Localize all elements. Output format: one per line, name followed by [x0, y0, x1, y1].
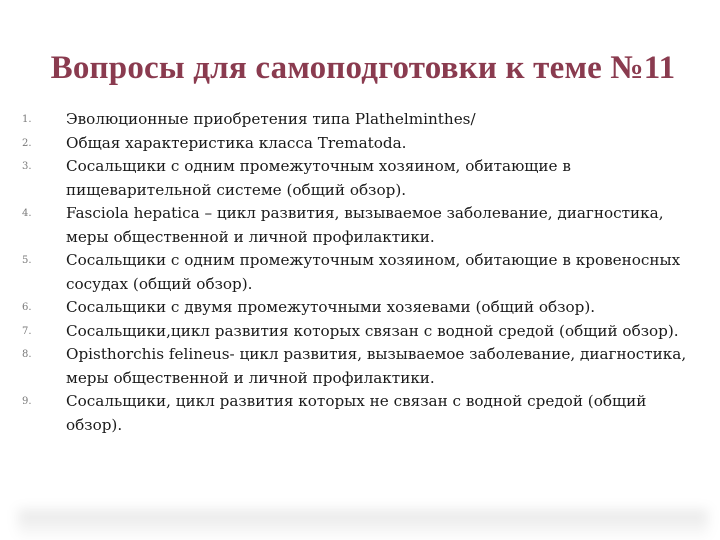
- list-item-number: 8.: [22, 349, 32, 360]
- list-item-text: Сосальщики с одним промежуточным хозяином, обитающие в пищеварительной системе (общий обзор).: [66, 157, 571, 199]
- slide-shadow: [18, 510, 708, 540]
- list-item-text: Общая характеристика класса Trematoda.: [66, 133, 407, 152]
- list-item-number: 3.: [22, 161, 32, 172]
- question-list: [22, 108, 702, 437]
- list-item: [22, 108, 702, 132]
- list-item-number: 9.: [22, 396, 32, 407]
- list-item-number: 6.: [22, 302, 32, 313]
- list-item-number: 4.: [22, 208, 32, 219]
- list-item: [22, 390, 702, 437]
- list-item: [22, 202, 702, 249]
- list-item-number: 2.: [22, 137, 32, 149]
- list-item: [22, 249, 702, 296]
- list-item-text: Эволюционные приобретения типа Plathelminthes/: [66, 110, 476, 128]
- list-item-text: Opisthorchis felineus- цикл развития, вызываемое заболевание, диагностика, меры общественной и личной профилактики.: [66, 345, 687, 387]
- list-item-number: 5.: [22, 255, 32, 266]
- list-item-text: Сосальщики, цикл развития которых не связан с водной средой (общий обзор).: [66, 392, 647, 434]
- slide-title: Вопросы для самоподготовки к теме №11: [50, 50, 676, 86]
- list-item: [22, 132, 702, 156]
- list-item: [22, 296, 702, 320]
- list-item: [22, 155, 702, 202]
- list-item-number: 1.: [22, 114, 32, 125]
- list-item-number: 7.: [22, 325, 32, 337]
- list-item-text: Сосальщики,цикл развития которых связан с водной средой (общий обзор).: [66, 321, 679, 340]
- list-item-text: Fasciola hepatica – цикл развития, вызываемое заболевание, диагностика, меры общественной и личной профилактики.: [66, 204, 664, 246]
- list-item-text: Сосальщики с двумя промежуточными хозяевами (общий обзор).: [66, 298, 596, 316]
- list-item: [22, 343, 702, 390]
- list-item: [22, 320, 702, 344]
- list-item-text: Сосальщики с одним промежуточным хозяином, обитающие в кровеносных сосудах (общий обзор).: [66, 251, 681, 293]
